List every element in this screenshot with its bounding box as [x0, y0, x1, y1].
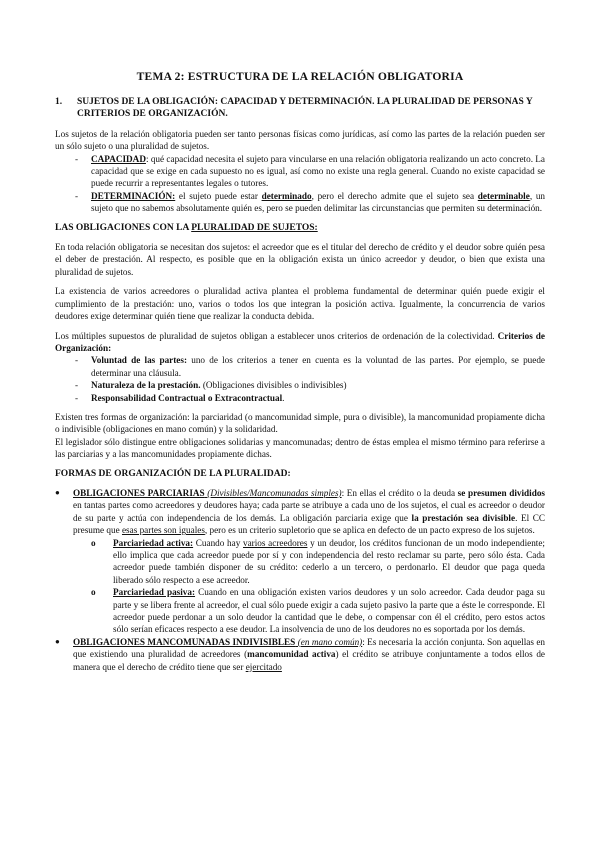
formas-list — [55, 487, 545, 673]
document-page — [55, 70, 545, 673]
list-item-criterio: - Voluntad de las partes: uno de los criterios a tener en cuenta es la voluntad de las partes. Por ejemplo, se puede determinar una cláusula. — [75, 355, 546, 378]
list-item-capacidad — [55, 153, 545, 190]
determinado-term: determinado — [261, 190, 312, 201]
section-heading-text: SUJETOS DE LA OBLIGACIÓN: CAPACIDAD Y DETERMINACIÓN. LA PLURALIDAD DE PERSONAS Y CRITERIOS DE ORGANIZACIÓN. — [77, 97, 533, 120]
capacidad-label: CAPACIDAD — [91, 153, 146, 164]
circle-bullet-icon: o — [91, 587, 96, 598]
legislador-paragraph: El legislador sólo distingue entre obligaciones solidarias y mancomunadas; dentro de éstas emplea el mismo término para referirse a las parciarias y a las mancomunidades propiamente dichas. — [55, 436, 545, 460]
formas-heading: FORMAS DE ORGANIZACIÓN DE LA PLURALIDAD: — [55, 468, 291, 479]
sujetos-list — [55, 153, 545, 215]
list-item-criterio: - Naturaleza de la prestación. (Obligaciones divisibles o indivisibles) — [75, 380, 347, 391]
section-heading — [55, 96, 545, 121]
document-title: TEMA 2: ESTRUCTURA DE LA RELACIÓN OBLIGATORIA — [136, 70, 464, 83]
capacidad-text: : qué capacidad necesita el sujeto para vincularse en una relación obligatoria realizando un acto concreto. La capacidad que se exige en cada supuesto no es igual, así como no existe una regla general. Cuando no existe capacidad se puede recurrir a representantes legales o tutores. — [91, 153, 545, 189]
pluralidad-paragraph-3: Los múltiples supuestos de pluralidad de sujetos obligan a establecer unos criterios de ordenación de la colectividad. Criterios de Organización: — [55, 330, 545, 353]
determinable-term: determinable — [477, 190, 530, 201]
section-number: 1. — [55, 97, 63, 107]
pluralidad-paragraph-1: En toda relación obligatoria se necesitan dos sujetos: el acreedor que es el titular del derecho de crédito y el deudor sobre quién pesa el deber de prestación. Al respecto, es posible que en la obligación exista un único acreedor y deudor, o bien que exista una pluralidad de sujetos. — [55, 242, 545, 277]
list-item-parciariedad-pasiva: o Parciariedad pasiva: Cuando en una obligación existen varios deudores y un solo acreedor. Cada deudor paga su parte y se libera frente al acreedor, el cual sólo puede exigir a cada sujeto pasivo la parte que a éste le corresponde. El acreedor puede perdonar a un solo deudor la cantidad que le debe, o compensar con él el crédito, pero estos actos sólo serían eficaces respecto a ese deudor. La insolvencia de uno de los deudores no es soportada por los demás. — [73, 586, 545, 636]
bullet-icon: ● — [55, 636, 60, 646]
section-intro: Los sujetos de la relación obligatoria pueden ser tanto personas físicas como jurídicas, así como las partes de la relación pueden ser un sólo sujeto o una pluralidad de sujetos. — [55, 128, 545, 152]
determinacion-label: DETERMINACIÓN: — [91, 190, 176, 201]
bullet-icon: ● — [55, 487, 60, 497]
pluralidad-heading: LAS OBLIGACIONES CON LA PLURALIDAD DE SUJETOS: — [55, 222, 318, 233]
dash-marker: - — [75, 190, 79, 201]
list-item-determinacion: - DETERMINACIÓN: el sujeto puede estar determinado, pero el derecho admite que el sujeto sea determinable, un sujeto que no sabemos absolutamente quién es, pero se pueden delimitar las circunstancias que permiten su determinación. — [55, 190, 545, 215]
circle-bullet-icon: o — [91, 537, 96, 548]
list-item-parciariedad-activa: o Parciariedad activa: Cuando hay varios acreedores y un deudor, los créditos funcionan de un modo independiente; ello implica que cada acreedor puede por sí y con independencia del resto reclamar su parte, pero sólo ésta. Cada acreedor puede también disponer de su crédito: cederlo a un tercero, o perdonarlo. El deudor que paga queda liberado sólo respecto a ese acreedor. — [73, 537, 545, 587]
parciariedad-list — [73, 537, 545, 636]
criterios-label: Criterios de Organización: — [55, 330, 545, 353]
list-item-parciarias: ● OBLIGACIONES PARCIARIAS (Divisibles/Mancomunadas simples): En ellas el crédito o la deuda se presumen divididos en tantas partes como acreedores y deudores haya; cada parte se atribuye a cada uno de los sujetos, el cual es acreedor o deudor de su parte y actúa con independencia de los demás. La obligación parciaria exige que la prestación sea divisible. El CC presume que esas partes son iguales, pero es un criterio supletorio que se aplica en defecto de un pacto expreso de los sujetos. o Parciariedad activa: Cuando hay varios acreedores y un deudor, los créditos funcionan de un modo independiente; ello implica que cada acreedor puede por sí y con independencia del resto reclamar su parte, pero sólo ésta. Cada acreedor puede también disponer de su crédito: cederlo a un tercero, o perdonarlo. El deudor que paga queda liberado sólo respecto a ese acreedor. o Parciariedad pasiva: Cuando en una obligación existen varios deudores y un solo acreedor. Cada deudor paga su parte y se libera frente al acreedor, el cual sólo puede exigir a cada sujeto pasivo la parte que a éste le corresponde. El acreedor puede perdonar a un solo deudor la cantidad que le debe, o compensar con él el crédito, pero estos actos sólo serían eficaces respecto a ese deudor. La insolvencia de uno de los deudores no es soportada por los demás. — [55, 487, 546, 635]
criterios-list — [55, 354, 545, 404]
list-item-criterio: - Responsabilidad Contractual o Extracontractual. — [75, 392, 285, 403]
mancomunadas-label: OBLIGACIONES MANCOMUNADAS INDIVISIBLES — [73, 636, 296, 647]
list-item-mancomunadas: ● OBLIGACIONES MANCOMUNADAS INDIVISIBLES (en mano común): Es necesaria la acción conjunta. Son aquellas en que existiendo una pluralidad de acreedores (mancomunidad activa) el crédito se atribuye conjuntamente a todos ellos de manera que el derecho de crédito tiene que ser ejercitado — [55, 636, 545, 672]
pluralidad-paragraph-2: La existencia de varios acreedores o pluralidad activa plantea el problema fundamental de determinar quién puede exigir el cumplimiento de la prestación: uno, varios o todos los que integran la posición activa. Igualmente, la concurrencia de varios deudores exige determinar quién tiene que realizar la conducta debida. — [55, 286, 545, 322]
parciarias-label: OBLIGACIONES PARCIARIAS — [73, 487, 205, 498]
dash-marker: - — [75, 153, 79, 164]
formas-paragraph: Existen tres formas de organización: la parciaridad (o mancomunidad simple, pura o divisible), la mancomunidad propiamente dicha o indivisible (obligaciones en mano común) y la solidaridad. — [55, 411, 545, 435]
